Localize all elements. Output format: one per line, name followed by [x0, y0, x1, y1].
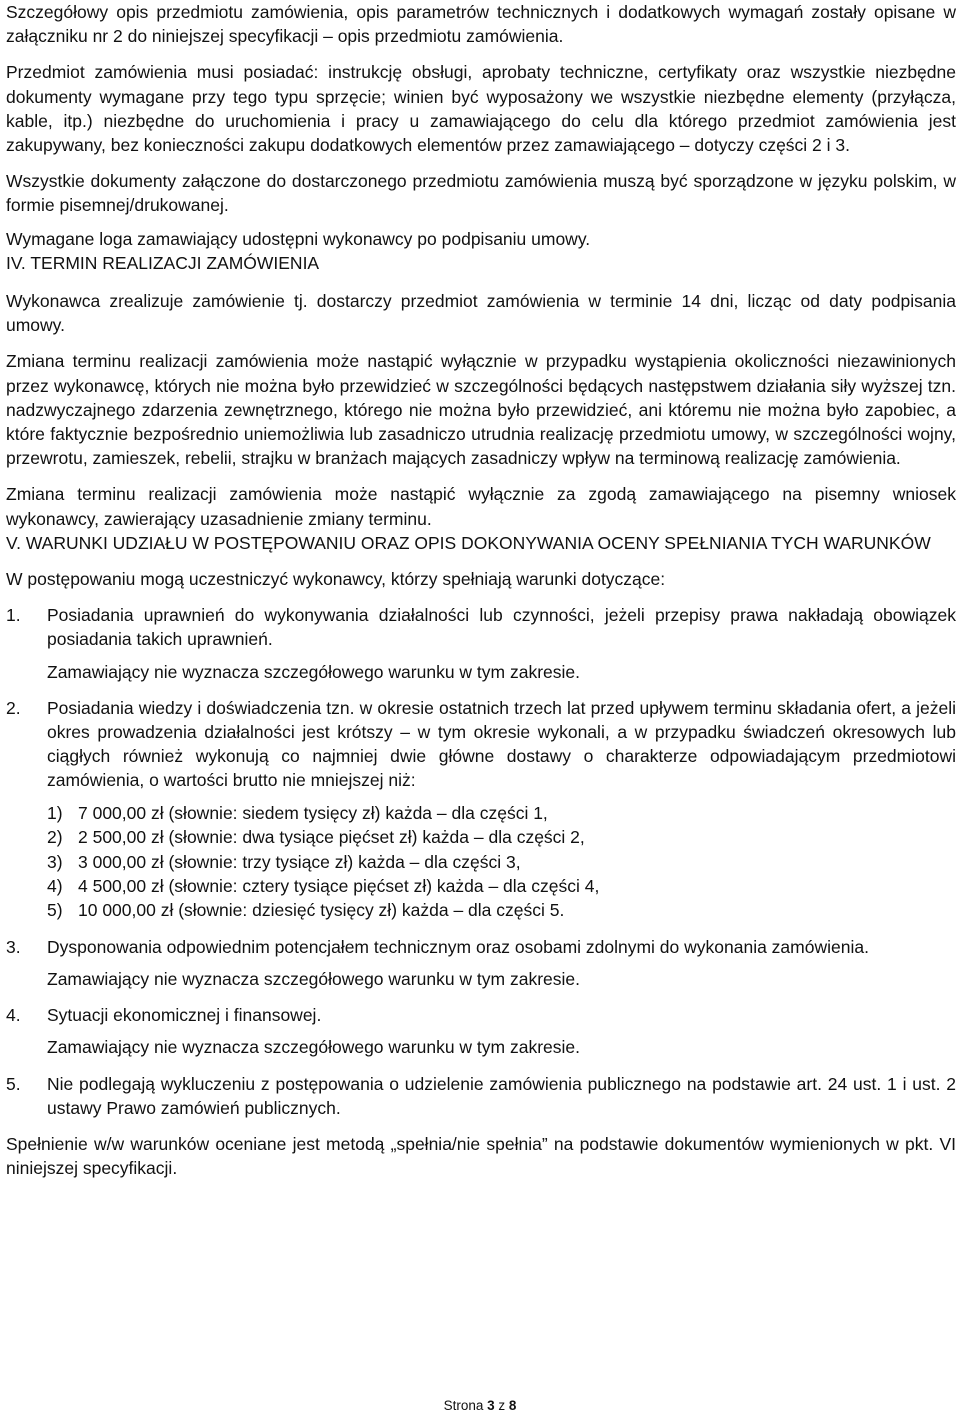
paragraph-description-reference: Szczegółowy opis przedmiotu zamówienia, opis parametrów technicznych i dodatkowych wymagań zostały opisane w załączniku nr 2 do niniejszej specyfikacji – opis przedmiotu zamówienia.	[6, 2, 956, 47]
section-iv-force-majeure: Zmiana terminu realizacji zamówienia może nastąpić wyłącznie w przypadku wystąpienia okoliczności niezawinionych przez wykonawcę, których nie można było przewidzieć w szczególności będących następstwem działania siły wyższej tzn. nadzwyczajnego zdarzenia zewnętrznego, którego nie można było przewidzieć, ani któremu nie można było zapobiec, a które faktycznie bezpośrednio uniemożliwia lub zasadniczo utrudnia realizację przedmiotu umowy, w szczególności wojny, przewrotu, zamieszek, rebelii, strajku w branżach mających zasadniczy wpływ na terminową realizację zamówienia.	[6, 351, 956, 469]
section-v-intro: W postępowaniu mogą uczestniczyć wykonawcy, którzy spełniają warunki dotyczące:	[6, 569, 666, 590]
section-v-number: V.	[6, 532, 21, 553]
paragraph-logos: Wymagane loga zamawiający udostępni wykonawcy po podpisaniu umowy.	[6, 228, 591, 249]
section-v-title: WARUNKI UDZIAŁU W POSTĘPOWANIU ORAZ OPIS DOKONYWANIA OCENY SPEŁNIANIA TYCH WARUNKÓW	[25, 532, 931, 553]
requirement-text: Posiadania uprawnień do wykonywania działalności lub czynności, jeżeli przepisy prawa nakładają obowiązek posiadania takich uprawnień.	[47, 605, 956, 650]
page-footer	[0, 1398, 960, 1414]
requirement-item	[6, 935, 956, 991]
value-threshold-number: 5)	[47, 900, 63, 921]
requirements-list	[6, 603, 956, 1120]
value-threshold-number: 3)	[47, 851, 63, 872]
value-threshold-text: 3 000,00 zł (słownie: trzy tysiące zł) każda – dla części 3,	[78, 851, 521, 872]
section-iv-heading: IV. TERMIN REALIZACJI ZAMÓWIENIA	[6, 252, 320, 273]
value-threshold-item	[47, 898, 956, 922]
requirement-note: Zamawiający nie wyznacza szczegółowego warunku w tym zakresie.	[47, 1037, 580, 1058]
requirement-item	[6, 1003, 956, 1059]
section-v-heading	[6, 531, 956, 555]
page-total: 8	[508, 1398, 517, 1413]
value-threshold-item	[47, 850, 956, 874]
value-thresholds-list	[47, 801, 956, 923]
value-threshold-text: 2 500,00 zł (słownie: dwa tysiące pięćset zł) każda – dla części 2,	[78, 827, 585, 848]
value-threshold-text: 7 000,00 zł (słownie: siedem tysięcy zł) każda – dla części 1,	[78, 802, 548, 823]
section-iv-change-request: Zmiana terminu realizacji zamówienia może nastąpić wyłącznie za zgodą zamawiającego na pisemny wniosek wykonawcy, zawierający uzasadnienie zmiany terminu.	[6, 484, 956, 529]
value-threshold-item	[47, 874, 956, 898]
requirement-note: Zamawiający nie wyznacza szczegółowego warunku w tym zakresie.	[47, 968, 580, 989]
requirement-text: Dysponowania odpowiednim potencjałem technicznym oraz osobami zdolnymi do wykonania zamówienia.	[47, 936, 869, 957]
value-threshold-item	[47, 801, 956, 825]
requirement-body	[47, 603, 956, 684]
requirement-item	[6, 1072, 956, 1120]
page-current: 3	[487, 1398, 495, 1413]
paragraph-documents-language: Wszystkie dokumenty załączone do dostarczonego przedmiotu zamówienia muszą być sporządzone w języku polskim, w formie pisemnej/drukowanej.	[6, 171, 956, 216]
requirement-body	[47, 935, 956, 991]
value-threshold-text: 10 000,00 zł (słownie: dziesięć tysięcy zł) każda – dla części 5.	[78, 900, 565, 921]
value-threshold-number: 1)	[47, 802, 63, 823]
value-threshold-item	[47, 825, 956, 849]
requirement-body	[47, 696, 956, 923]
requirement-text: Posiadania wiedzy i doświadczenia tzn. w okresie ostatnich trzech lat przed upływem terminu składania ofert, a jeżeli okres prowadzenia działalności jest krótszy – w tym okresie wykonali, a w przypadku świadczeń okresowych lub ciągłych również wykonują co najmniej dwie główne dostawy o charakterze odpowiadającym przedmiotowi zamówienia, o wartości brutto nie mniejszej niż:	[47, 697, 956, 791]
requirement-body	[47, 1072, 956, 1120]
section-iv-deadline: Wykonawca zrealizuje zamówienie tj. dostarczy przedmiot zamówienia w terminie 14 dni, licząc od daty podpisania umowy.	[6, 291, 956, 336]
requirement-item	[6, 603, 956, 684]
value-threshold-number: 2)	[47, 827, 63, 848]
value-threshold-text: 4 500,00 zł (słownie: cztery tysiące pięćset zł) każda – dla części 4,	[78, 875, 600, 896]
requirement-number: 2.	[6, 697, 21, 718]
requirement-note: Zamawiający nie wyznacza szczegółowego warunku w tym zakresie.	[47, 661, 580, 682]
requirement-item	[6, 696, 956, 923]
requirement-number: 3.	[6, 936, 21, 957]
requirement-text: Sytuacji ekonomicznej i finansowej.	[47, 1005, 322, 1026]
requirement-body	[47, 1003, 956, 1059]
page-label: Strona	[443, 1398, 484, 1413]
document-page	[6, 0, 956, 1180]
requirement-text: Nie podlegają wykluczeniu z postępowania o udzielenie zamówienia publicznego na podstawie art. 24 ust. 1 i ust. 2 ustawy Prawo zamówień publicznych.	[47, 1073, 956, 1118]
requirement-number: 4.	[6, 1005, 21, 1026]
requirement-number: 1.	[6, 605, 21, 626]
page-of: z	[498, 1398, 506, 1413]
section-v-closing: Spełnienie w/w warunków oceniane jest metodą „spełnia/nie spełnia” na podstawie dokumentów wymienionych w pkt. VI niniejszej specyfikacji.	[6, 1133, 956, 1179]
requirement-number: 5.	[6, 1073, 21, 1094]
paragraph-required-documents: Przedmiot zamówienia musi posiadać: instrukcję obsługi, aprobaty techniczne, certyfikaty oraz wszystkie niezbędne dokumenty wymagane przy tego typu sprzęcie; winien być wyposażony we wszystkie niezbędne elementy (przyłącza, kable, itp.) niezbędne do uruchomienia i pracy u zamawiającego do celu dla którego przedmiot zamówienia jest zakupywany, bez konieczności zakupu dodatkowych elementów przez zamawiającego – dotyczy części 2 i 3.	[6, 62, 956, 156]
value-threshold-number: 4)	[47, 875, 63, 896]
